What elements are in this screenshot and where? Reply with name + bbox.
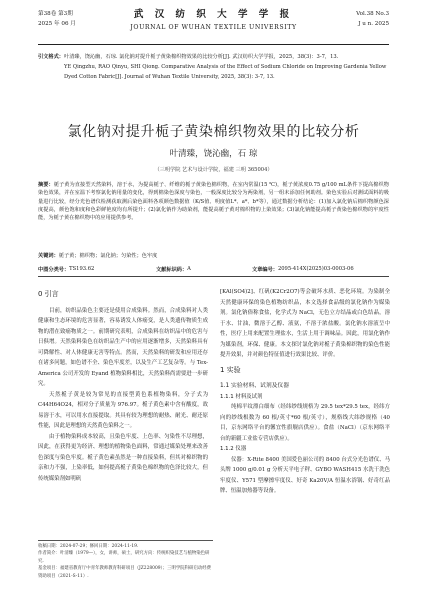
issue-cn: 第38卷 第3期 [38,11,73,17]
footnote-fund: 基金项目：福建省教育厅中青年教师教育科研项目（JZ228009）；三明学院科研启动经费资助项目（2021-S-11）. [38,566,212,579]
abstract [38,181,389,222]
article-id-label: 文章编号： [252,267,278,273]
journal-name-cn: 武 汉 纺 织 大 学 学 报 [133,9,294,20]
section-heading-intro: 0 引言 [38,290,59,298]
journal-name-en: JOURNAL OF WUHAN TEXTILE UNIVERSITY [130,23,297,31]
doc-code-label: 文献标识码： [156,267,188,273]
footnote-block [38,540,213,580]
instruments-paragraph: 仪器：X-Rite 8400 美国爱色丽公司的 8400 台式分光色谱仪、马头牌 1000 g/0.01 g 分析天平电子秤、GYBO WASH415 水洗干洗色牢度仪、Y571 型摩擦牢度仪、好奇 Ka20V/A 恒温水浴锅、好奇红品牌、恒温加热器等设备。 [220,456,390,494]
footnote-author: 作者简介：叶清臻（1979—），女，讲师，硕士，研究方向：传统织染技艺与植物染色研究. [38,551,210,564]
article-authors: 叶清臻，饶沁幽，石 琼 [169,149,258,159]
citation-block [38,52,389,82]
header-divider [38,276,389,277]
clc-value: TS193.62 [69,266,95,272]
clc-label: 中图分类号： [38,267,70,273]
keywords [38,252,389,260]
article-affiliation: （三明学院 艺术与设计学院，福建 三明 365004） [154,167,273,173]
doc-code-value: A [187,266,191,272]
running-header [38,8,389,45]
mordant-paragraph: 由于植物染料成本较高，且染色牢度、上色率、匀染性不尽理想，因此，在获得更为经济、理想的植物染色面料，常通过媒染处理来改善色深度与染色牢度。栀子黄色素虽然是一种直接染料，但其对棉织物的亲和力不强，上染率低，如何提高栀子黄染色棉织物的色泽比较大，但传统媒染剂如明矾 [38,433,208,482]
keywords-label: 关键词： [38,253,59,259]
subsubsection-heading-reagents: 1.1.1 材料及试剂 [220,393,263,400]
body-right-column [220,287,390,497]
materials-paragraph: 纯棉平纹漂白细布（经纬纱线规格为 29.5 tex*29.5 tex，经纬方向的纱线根数为 60 根/英寸*60 根/英寸），规格线大纬纱规格（40 目，京东网络平台的馨宜性旗舰店供应）。食盐（NaCl）（京东网络平台的新疆工业盐专营店供应）。 [220,404,390,442]
abstract-label: 摘要： [38,182,54,188]
citation-en: YE Qingzhu, RAO Qinyu, SHI Qiong. Comparative Analysis of the Effect of Sodium Chloride on Improving Gardenia Yellow Dyed Cotton Fabric[J]. Journal of Wuhan Textile University, 2025, 38(3): 3-7, 13. [64,64,387,80]
citation-label: 引文格式： [38,54,64,60]
body-left-column [38,287,208,484]
article-title: 氯化钠对提升栀子黄染棉织物效果的比较分析 [67,124,360,140]
section-heading-experiment: 1 实验 [220,365,241,374]
intro-paragraph: 目前，纺织品染色主要还是使用合成染料。然而，合成染料对人类健康和生态环境的危害显著，容易诱发人体癌变，是人类遗传物质生成物的潜在致癌物质之一。前期研究表明，合成染料在纺织品中的危害与日俱增。天然染料染色在纺织品生产中的应用逐渐增多，天然染料具有可降解性、对人体健康无害等特点。然而，天然染料的研发和应用还存在诸多问题，如色谱不全、染色牢度差，以及生产工艺复杂等。与 Tex-America 公司开发的 Eyand 植物染料相比，天然染料尚需要进一步研究。 [38,307,208,387]
keywords-text: 栀子黄；棉织物；氯化钠；匀染性；色牢度 [58,253,158,259]
date-en: J u n. 2025 [358,21,389,27]
footnote-received: 收稿日期：2024-07-29；修回日期：2024-11-19. [38,544,139,549]
gardenia-paragraph: 天然栀子黄是较为常见的直接型黄色系植物染料，分子式为 C44H64O24，相对分子质量为 976.97。栀子黄色素中含有酸度，故易溶于水，可以用水直接提取。其具有较为理想的耐热、耐光、耐还原性能，因此是理想的天然黄色染料之一。 [38,391,208,429]
citation-cn: 叶清臻，饶沁幽，石琼. 氯化钠对提升栀子黄染棉织物效果的比较分析[J]. 武汉纺织大学学报，2025，38(3)：3-7，13. [64,54,339,60]
article-id-value: 2095-414X(2025)03-0003-06 [277,266,354,272]
vol-en: Vol.38 No.3 [356,11,389,17]
abstract-text: 栀子黄为直接型天然染料，溶于水，为提高栀子、纤维的栀子黄染色棉织物，在室内常温(15 ℃)，栀子黄浓度0.75 g/100 mL条件下提高棉织物染色效果，并在室温下考察氯化钠用量的变化，得到棉染色深度与染色，一般深度比较分为两染剂，另一组未添加任何助剂。染色实验后对测试面料的吸量进行比较，经分光色谱仪检测获取测后染色面料各项颜色数据值（K/S值、明度值L*、a*、b*等），通过数据分析结论：(1)加入氯化钠后棉织物颜色深度提高，颜色饱和度和色彩鲜艳度均有所提升；(2)氯化钠作为助染剂，能提高栀子黄对棉织物的上染效果；(3)氯化钠能提高栀子黄染色棉织物的牢度性能，为栀子黄在棉织物中的应用提供参考。 [38,182,389,222]
subsubsection-heading-instruments: 1.1.2 仪器 [220,446,247,452]
subsection-heading-materials: 1.1 实验材料、试剂及仪器 [220,383,290,389]
date-cn: 2025 年 06 月 [38,21,76,27]
sodium-chloride-paragraph: [KAl(SO4)2]、红矾(K2Cr2O7)等会破坏水质、恶化环境。为染制全天然健康环保的染色植物纺织品，本文选择食品级的氯化钠作为媒染剂。氯化钠俗称食盐，化学式为 NaCl，无色立方结晶或白色结晶，溶于水、甘油，微溶于乙醇、液氨，不溶于浓盐酸。氯化钠水溶液呈中性，医疗上用来配置生理盐水，生活上用于调味品。因此，用氯化钠作为媒染剂，环保、健康。本文探讨氯化钠对栀子黄染棉织物的染色性能提升效果，并对颜色特征值进行效果比较、评价。 [220,289,390,358]
